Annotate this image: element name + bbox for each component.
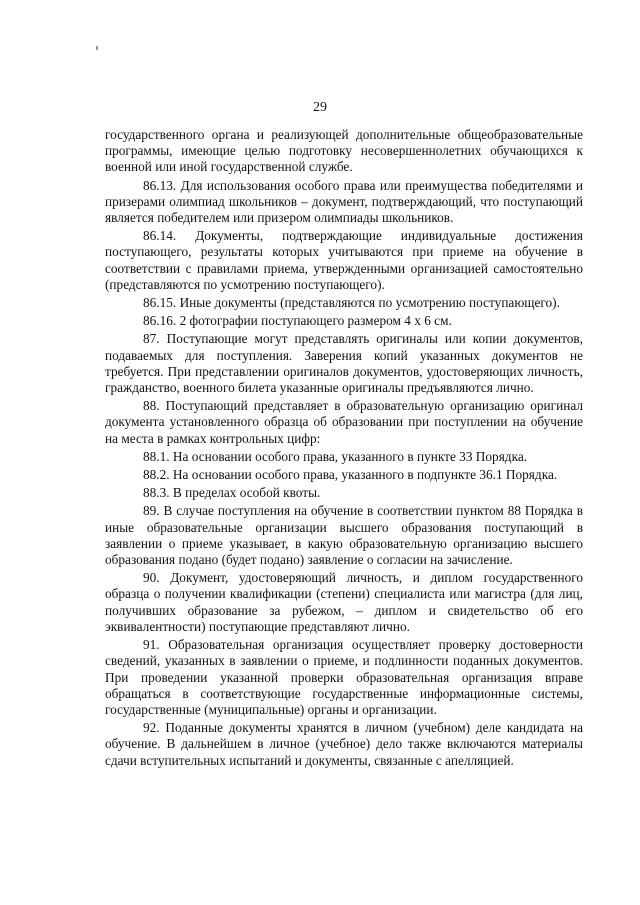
paragraph-86-14: 86.14. Документы, подтверждающие индивидуальные достижения поступающего, результаты которых учитываются при приеме на обучение в соответствии с правилами приема, утвержденными организацией самостоятельно (представляются по усмотрению поступающего). bbox=[105, 228, 583, 292]
paragraph-88-2: 88.2. На основании особого права, указанного в подпункте 36.1 Порядка. bbox=[143, 467, 558, 483]
paragraph-89: 89. В случае поступления на обучение в соответствии пунктом 88 Порядка в иные образовательные организации высшего образования поступающий в заявлении о приеме указывает, в какую образовательную организацию высшего образования подано (будет подано) заявление о согласии на зачисление. bbox=[105, 503, 583, 568]
paragraph-88: 88. Поступающий представляет в образовательную организацию оригинал документа установленного образца об образовании при поступлении на обучение на места в рамках контрольных цифр: bbox=[105, 398, 583, 446]
paragraph-continuation: государственного органа и реализующей дополнительные общеобразовательные программы, имеющие целью подготовку несовершеннолетних обучающихся к военной или иной государственной службе. bbox=[105, 127, 583, 175]
paragraph-86-13: 86.13. Для использования особого права или преимущества победителями и призерами олимпиад школьников – документ, подтверждающий, что поступающий является победителем или призером олимпиады школьников. bbox=[105, 177, 583, 226]
paragraph-90: 90. Документ, удостоверяющий личность, и диплом государственного образца о получении квалификации (степени) специалиста или магистра (для лиц, получивших образование за рубежом, – диплом и свидетельство об его эквивалентности) поступающие представляют лично. bbox=[105, 570, 583, 634]
document-body bbox=[105, 127, 583, 771]
paragraph-86-15: 86.15. Иные документы (представляются по усмотрению поступающего). bbox=[143, 295, 560, 311]
paragraph-92: 92. Поданные документы хранятся в личном (учебном) деле кандидата на обучение. В дальнейшем в личное (учебное) дело также включаются материалы сдачи вступительных испытаний и документы, связанные с апелляцией. bbox=[105, 720, 583, 768]
paragraph-88-1: 88.1. На основании особого права, указанного в пункте 33 Порядка. bbox=[143, 448, 528, 464]
paragraph-87: 87. Поступающие могут представлять оригиналы или копии документов, подаваемых для поступления. Заверения копий указанных документов не требуется. При представлении оригиналов документов, удостоверяющих личность, гражданство, военного билета указанные оригиналы предъявляются лично. bbox=[105, 331, 583, 396]
page-number: 29 bbox=[313, 100, 327, 115]
paragraph-86-16: 86.16. 2 фотографии поступающего размером 4 х 6 см. bbox=[143, 313, 452, 329]
scan-margin-mark bbox=[96, 46, 98, 50]
paragraph-88-3: 88.3. В пределах особой квоты. bbox=[143, 485, 321, 501]
paragraph-91: 91. Образовательная организация осуществляет проверку достоверности сведений, указанных в заявлении о приеме, и подлинности поданных документов. При проведении указанной проверки образовательная организация вправе обращаться в соответствующие государственные информационные системы, государственные (муниципальные) органы и организации. bbox=[105, 637, 583, 717]
